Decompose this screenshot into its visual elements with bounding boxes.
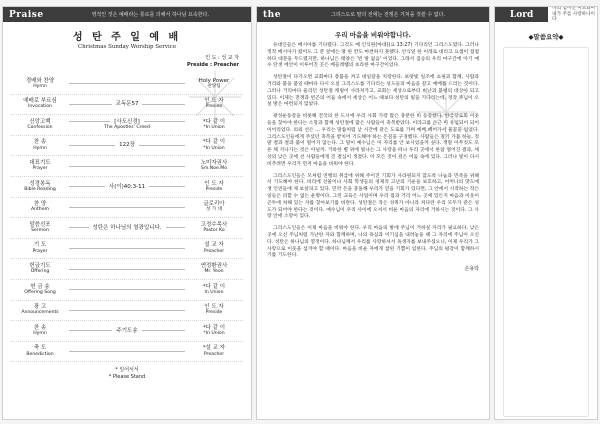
sermon-paragraph: 성탄절이 다가오면 교회마다 총불을 켜고 대일갈을 치장한다. 보랏빛 일조에 쇼핑과 함께, 사람과 거리와 불을 불일 때마다 다시 오실 그리스도를 기다리는 성도들의 마음을 갈고 예배를 드리는 것이다. 그러나 거리마다 울리던 성탄절 캐럴이 사라져가고, 교회는 세상으로부터 비난과 불평의 대상이 되고 있다. 이제는 전쟁과 빈곤의 어둠 속에서 세상은 어느 때보다 성탄의 빛을 기다리는데, 정작 주님이 오실 방은 마련되지 않았다. (267, 75, 479, 108)
order-leader-en: *In Union (203, 124, 225, 130)
order-detail-text: [사도신경] (114, 118, 140, 125)
order-item-detail (69, 328, 185, 334)
order-item-leader (185, 222, 243, 234)
order-item-en: Prayer (32, 166, 48, 172)
order-row (11, 301, 243, 322)
order-leader-en: *In Union (203, 330, 225, 336)
order-row (11, 218, 243, 239)
order-item-en: Benediction (26, 351, 54, 357)
order-item-leader (185, 325, 243, 337)
order-leader-ko: *다 같 이 (202, 118, 226, 125)
order-item-leader (185, 263, 243, 275)
order-leader-ko: Holy Power (198, 77, 230, 84)
order-detail-line (69, 328, 185, 334)
order-detail-text: 주기도송 (116, 327, 138, 334)
order-leader-en: Preside (205, 310, 223, 316)
order-row (11, 259, 243, 280)
lord-side-text (548, 6, 597, 23)
order-item-leader (185, 160, 243, 172)
order-leader-ko: 연정환권사 (200, 262, 228, 269)
order-detail-line (69, 142, 185, 148)
worship-title: 성 탄 주 일 예 배 (72, 32, 182, 43)
snowflake-icon (185, 67, 245, 127)
order-row (11, 342, 243, 363)
order-row (11, 198, 243, 219)
order-item-detail (69, 289, 185, 290)
order-leader-ko: *다 같 이 (202, 283, 226, 290)
order-item-en: Confession (27, 124, 53, 130)
order-item-ko: 헌 금 송 (30, 283, 50, 290)
order-item-name (11, 160, 69, 172)
order-item-leader (185, 139, 243, 151)
lord-side-line: 나의 힘이신 여호와여 (552, 6, 595, 12)
order-row (11, 321, 243, 342)
order-item-leader (185, 242, 243, 254)
order-row (11, 136, 243, 157)
standing-en: * Please Stand (108, 373, 146, 380)
order-item-detail (69, 248, 185, 249)
order-item-ko: 찬 송 (33, 324, 47, 331)
order-item-en: Announcements (21, 310, 59, 316)
order-item-name (11, 345, 69, 357)
order-detail-line (69, 248, 185, 249)
lord-tag: Lord (495, 7, 548, 22)
order-item-detail (69, 119, 185, 131)
order-item-en: Hymn (33, 83, 47, 89)
order-item-en: Sermon (31, 227, 49, 233)
summary-title: ◆말씀요약◆ (528, 33, 564, 41)
order-item-en: Invocation (28, 104, 52, 110)
order-leader-ko: 인 도 자 (204, 180, 224, 187)
order-detail-line (69, 184, 185, 190)
order-item-name (11, 181, 69, 193)
snowflake-icon (411, 77, 481, 147)
order-leader-ko: *다 같 이 (202, 139, 226, 146)
order-leader-en: Pastor Ko (203, 227, 225, 233)
standing-ko: * 일어서서 (115, 367, 139, 374)
the-tag: the (263, 9, 281, 20)
order-item-detail (69, 184, 185, 190)
order-item-ko: 말씀선포 (29, 221, 51, 228)
order-leader-ko: 글로리아 (203, 201, 225, 208)
order-leader-en: 성 가 대 (205, 207, 223, 213)
left-header-bar (3, 7, 251, 22)
order-item-ko: 신앙고백 (29, 118, 51, 125)
order-item-detail (69, 269, 185, 270)
sermon-paragraph: 그리스도인들은 이제 마음을 비워야 한다. 우리 마음의 방에 주님이 거하실 자리가 필요하다. 낮은 곳에 오신 주님처럼 가난한 자와 함께하며, 나의 욕심과 이기심을 내려놓을 때 그 자리에 주님이 오신다. 성탄은 하나님의 열정이다. 하나님께서 우리를 사랑하셔서 독생자를 보내주셨으니, 이제 우리가 그 사랑으로 이웃을 섬겨야 할 때이다. 마음을 비운 자에게 참된 기쁨이 임한다. 주님의 평강이 함께하시기를 기도한다. (267, 226, 479, 259)
order-leader-ko: 인 도 자 (204, 98, 224, 105)
standing-note (3, 367, 251, 380)
order-leader-ko: *다 같 이 (202, 324, 226, 331)
order-item-detail (69, 207, 185, 208)
order-leader-en: Mr. Yeon (204, 269, 224, 275)
lord-side-line: 내가 주를 사랑하나이다 (552, 11, 595, 23)
order-detail-en: The Apostles' Creed (104, 124, 150, 130)
order-item-name (11, 119, 69, 131)
order-item-name (11, 284, 69, 296)
mid-header-text: 그리스도로 말의 전에는 전쟁은 거쳐을 것쓸 수 없다. (330, 12, 446, 18)
sermon-panel (256, 6, 490, 420)
order-item-ko: 헌금기도 (29, 262, 51, 269)
order-leader-ko: 노미자권사 (200, 159, 228, 166)
order-detail-line (69, 225, 185, 231)
order-item-ko: 광 고 (33, 304, 47, 311)
order-row (11, 177, 243, 198)
order-detail-line (69, 351, 185, 352)
order-item-en: Hymn (33, 145, 47, 151)
sermon-title: 우리 마음을 비워야합니다. (334, 31, 412, 39)
order-item-detail (69, 142, 185, 148)
order-leader-en: Preacher (203, 248, 225, 254)
order-leader-en: *In Union (203, 145, 225, 151)
sermon-signature: 손용탁 (464, 266, 479, 273)
preside-line: 인 도 : 성 교 자 (205, 55, 239, 61)
order-item-name (11, 139, 69, 151)
order-detail-text: 사(이)40:3-11 (108, 183, 146, 190)
mid-header-bar (257, 7, 489, 22)
order-detail-line (69, 166, 185, 167)
worship-order-panel (2, 6, 252, 420)
order-item-ko: 찬 송 (33, 139, 47, 146)
praise-tag: Praise (9, 9, 44, 20)
order-leader-en: In Union (204, 289, 224, 295)
order-item-en: Hymn (33, 330, 47, 336)
order-detail-line (69, 101, 185, 107)
order-leader-en: Preacher (203, 351, 225, 357)
order-leader-ko: *설 교 자 (202, 345, 226, 352)
order-item-name (11, 78, 69, 90)
order-row (11, 280, 243, 301)
order-item-detail (69, 101, 185, 107)
order-item-leader (185, 201, 243, 213)
order-item-leader (185, 304, 243, 316)
order-detail-line (69, 289, 185, 290)
order-detail-line (69, 310, 185, 311)
order-leader-en: Sm.Noe.Mo (200, 166, 228, 172)
order-item-en: Prayer (32, 248, 48, 254)
order-item-detail (69, 166, 185, 167)
left-header-text: 영적인 것은 예배라는 통로를 의해서 하나님 요속한다. (91, 12, 209, 18)
sermon-body (257, 43, 489, 260)
order-item-ko: 예배로 부르심 (23, 98, 57, 105)
order-leader-ko: 설 교 자 (204, 242, 224, 249)
order-item-name (11, 242, 69, 254)
order-item-detail (69, 225, 185, 231)
order-leader-en: Preside (205, 186, 223, 192)
order-item-leader (185, 181, 243, 193)
order-item-name (11, 201, 69, 213)
order-item-ko: 축 도 (33, 345, 47, 352)
summary-panel (494, 6, 598, 420)
order-detail-text: 교독문57 (115, 101, 139, 108)
order-item-en: Anthem (30, 207, 50, 213)
order-item-detail (69, 83, 185, 84)
order-item-name (11, 222, 69, 234)
order-item-name (11, 325, 69, 337)
order-item-ko: 찬 양 (33, 201, 47, 208)
sermon-paragraph: 그리스도인들은 모처럼 연행의 취급에 위해 주어진 기회가 사라원되지 않도록 나눔과 민족을 위해서 기도해야 한다. 비리에 선물이나 사회 학생들의 경제적 고난의 기운을 보호하고, 어머니의 맛도에 생 인연들에 제 보살피고 있다. 민약 돈을 충돌해 우리가 얻을 기회가 있다면, 그 안에서 시작하는 작은 일들은 피할 수 없는 운명이다. 그런 교육은 사업이며 우리 집과 거리 어느 곳에 있든지 마음과 이웃이 곤두에 처해 있는 자를 찾아보기를 바란다. 성탄절은 작은 성취가 아니라 커다란 우리 모두가 같은 성도가 되어야 한다는 것이다. 예수님이 우리 사이에 오셔서 비운 마음의 자리에 거하시는 것이다. 그 사랑 안에 소망이 있다. (267, 173, 479, 220)
order-item-name (11, 263, 69, 275)
order-detail-line (69, 269, 185, 270)
order-row (11, 156, 243, 177)
order-leader-ko: 고정수목사 (200, 221, 228, 228)
order-item-en: Bible Reading (24, 186, 56, 192)
right-header-bar (495, 7, 597, 22)
order-item-en: Offering (30, 269, 50, 275)
worship-subtitle: Christmas Sunday Worship Service (77, 44, 177, 50)
order-item-en: Offering Song (24, 289, 56, 295)
order-leader-en: Preside (205, 104, 223, 110)
order-item-name (11, 98, 69, 110)
order-leader-en: 찬양팀 (207, 83, 221, 89)
order-detail-text: 122장 (119, 142, 135, 149)
order-leader-ko: 인 도 자 (204, 304, 224, 311)
preside-en: Preside : Preacher (187, 61, 239, 68)
order-item-name (11, 304, 69, 316)
order-item-detail (69, 351, 185, 352)
sermon-paragraph: 광성운동장을 비롯해 전국의 한 도시에 우리 사회 가장 많은 충분한 비 등장했다. 한국장로회 이웃들을 찾아야 한다는 소망과 함께 성탄절에 많은 사람들이 축복받았다. 이라크를 은근 미 유입되어 되어 이어리었다. 의외 선은 ... 우리는 말씀처럼 낮 시간에 같은 도로를 가며 예배 떼어가서 물꽃을 일었다. 그리스도인들에게 주셨던 축복을 받치어 기도해야 하는 돈길을 구경했다. 사람들은 절기 가뭄 하늘, 정말 결과 결과 불이 떨어지 않는다. 그 말이 예수님은 이 자리를 안 보시었을까 싶다. 정말 아무것도 모른 체 지나가는 것은 아닐까. 거룩한 별 위에 빛나는 그 사랑을 떠나 우리 곳에서 한참 떨어진 결과, 세상의 낮은 곳에 선 사람들에게 진 결심이 생겼다. 이 모든 것이 깊은 어둠 속에 있다. 그러나 빛이 다시 비추려면 우리가 먼저 마음을 비워야 한다. (267, 114, 479, 167)
order-row (11, 239, 243, 260)
order-detail-line (69, 83, 185, 84)
order-item-leader (185, 284, 243, 296)
order-detail-line (69, 207, 185, 208)
order-item-ko: 성경봉독 (29, 180, 51, 187)
order-item-ko: 경배와 찬양 (25, 77, 55, 84)
order-item-leader (185, 345, 243, 357)
summary-notes-area[interactable] (503, 47, 589, 417)
order-item-ko: 대표기도 (29, 159, 51, 166)
order-item-detail (69, 310, 185, 311)
order-detail-text: 성탄은 하나님의 열광입니다. (92, 224, 162, 231)
order-item-ko: 기 도 (33, 242, 47, 249)
sermon-paragraph: 유대인들은 메시아를 기다렸다. 그것도 메 인식원(마대)(요 13:27) 기다리던 그리스도였다. 그러나 정작 메시아가 왔어도 그 분 앞에는 땅 한 칸도 마련하지 못했다. 안식일 한 이래로 대리고 요셉이 접접하다 대문을 두드렸지만, 하나님은 태양은 '빈 방 없음' 이었다. 그래서 짐승의 우리 마구간에 아기 예수 탄생 에안이 이루어진 곳은 베들레헴의 초라한 마구간이었다. (267, 43, 479, 69)
